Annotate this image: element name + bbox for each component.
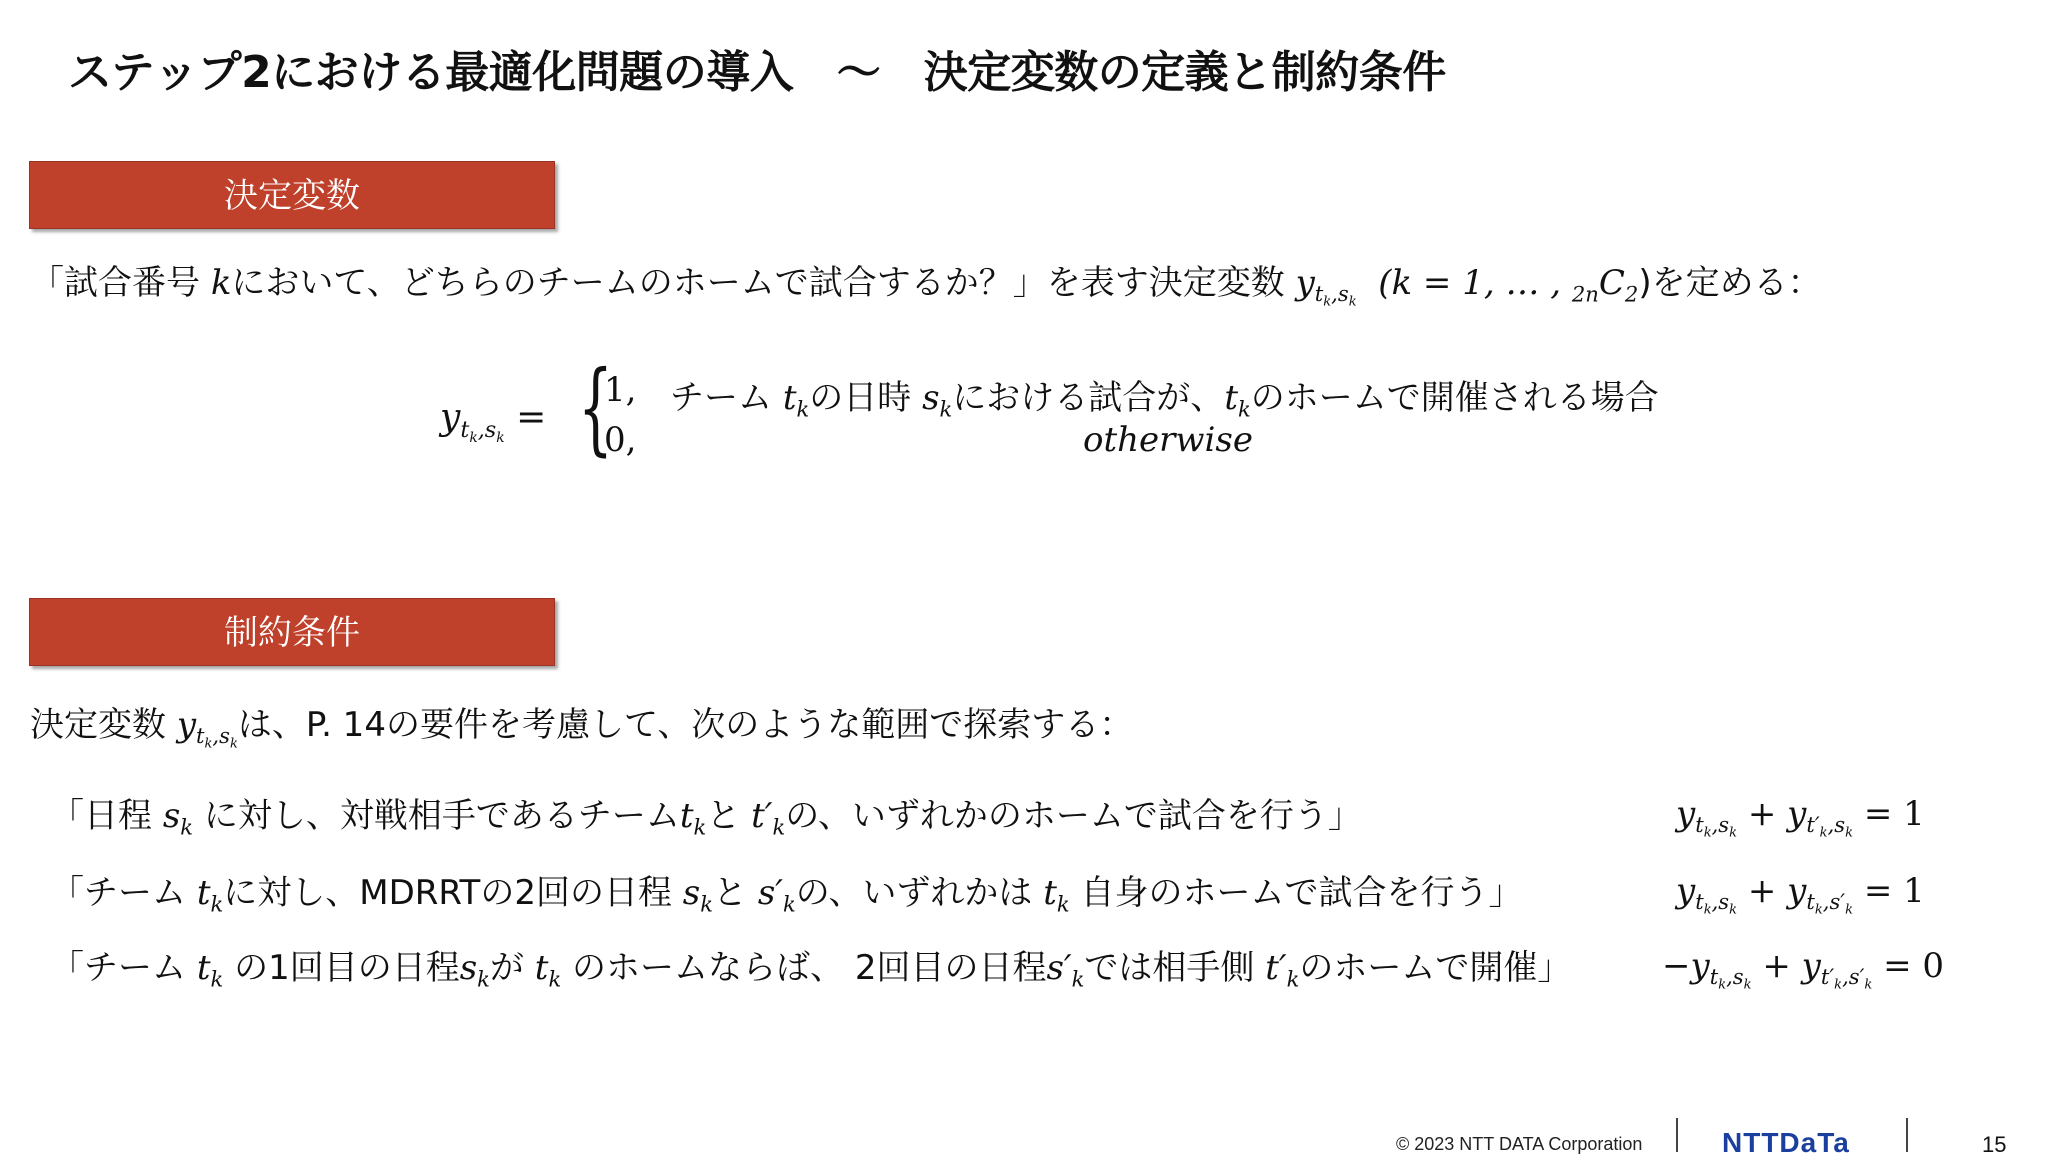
section-label-decision: 決定変数	[29, 161, 555, 229]
constraint-intro: 決定変数 $y_{t_k,s_k}$は、P. 14の要件を考慮して、次のような範囲で探索する：	[30, 705, 1134, 752]
footer-copyright: © 2023 NTT DATA Corporation	[1396, 1134, 1643, 1154]
constraint-row-1: 「日程 $s_k$ に対し、対戦相手であるチーム$t_k$と $t'_k$の、いずれかのホームで試合を行う」	[50, 796, 1362, 840]
constraint-eq-1: $y_{t_k,s_k} + y_{t'_k,s_k} = 1$	[1676, 794, 1925, 841]
formula-lhs: $y_{t_k,s_k}$ =	[440, 397, 547, 446]
decision-intro: 「試合番号 kにおいて、どちらのチームのホームで試合するか？」を表す決定変数 $y_{t_k,s_k}$ (k = 1, … , $_{2n}C_2$)を定める：	[30, 263, 1822, 310]
section-label-constraint: 制約条件	[29, 598, 555, 666]
case2-condition: otherwise	[1083, 420, 1253, 460]
footer-divider	[1906, 1118, 1908, 1152]
case2-value: 0,	[604, 420, 637, 460]
page-title: ステップ2における最適化問題の導入 ～ 決定変数の定義と制約条件	[68, 47, 1446, 98]
constraint-row-2: 「チーム $t_k$に対し、MDRRTの2回の日程 $s_k$と $s'_k$の、いずれかは $t_k$ 自身のホームで試合を行う」	[50, 873, 1523, 917]
ntt-data-logo: NTTDaTa	[1722, 1127, 1850, 1158]
constraint-row-3: 「チーム $t_k$ の1回目の日程$s_k$が $t_k$ のホームならば、 2回目の日程$s'_k$では相手側 $t'_k$のホームで開催」	[50, 948, 1572, 992]
page-number: 15	[1982, 1132, 2007, 1157]
constraint-eq-2: $y_{t_k,s_k} + y_{t_k,s'_k} = 1$	[1676, 871, 1925, 918]
case1-condition: チーム $t_k$の日時 $s_k$における試合が、$t_k$のホームで開催される場合	[670, 378, 1659, 422]
case1-value: 1,	[604, 370, 637, 410]
constraint-eq-3: $-y_{t_k,s_k} + y_{t'_k,s'_k} = 0$	[1662, 946, 1945, 993]
footer-divider	[1676, 1118, 1678, 1152]
cases-brace: {	[578, 349, 613, 466]
